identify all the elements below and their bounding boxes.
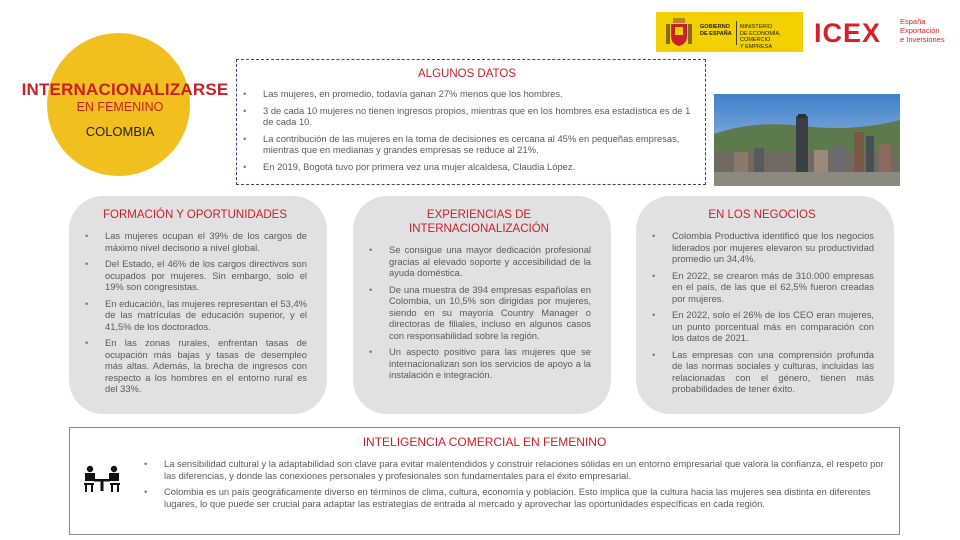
algunos-datos-list: [241, 88, 693, 172]
algunos-datos-title: ALGUNOS DATOS: [418, 68, 516, 80]
list-item: • En las zonas rurales, enfrentan tasas de ocupación más bajas y tasas de desempleo más altas. Además, la brecha de ingresos con respecto a los hombres en el entorno rural es del 33%.: [83, 337, 307, 395]
list-item: • En 2022, se crearon más de 310.000 empresas en el país, de las que el 62,5% fueron creadas por mujeres.: [650, 270, 874, 305]
list-item: • Un aspecto positivo para las mujeres que se internacionalizan son los servicios de apoyo a la instalación e integración.: [367, 346, 591, 381]
card-list: [367, 244, 591, 381]
list-item: • Las mujeres, en promedio, todavía ganan 27% menos que los hombres.: [241, 88, 693, 100]
inteligencia-box: [69, 427, 900, 535]
list-item: • Del Estado, el 46% de los cargos directivos son ocupados por mujeres. Sin embargo, solo el 19% son congresistas.: [83, 258, 307, 293]
gobierno-logo: [656, 12, 803, 52]
experiencias-card: [353, 196, 611, 414]
coat-of-arms-icon: [664, 16, 694, 48]
bogota-skyline-photo: [714, 94, 900, 186]
page-title: INTERNACIONALIZARSE: [21, 80, 229, 99]
icex-tagline: España Exportación e Inversiones: [900, 17, 945, 44]
meeting-table-icon: [82, 464, 122, 494]
list-item: • Colombia Productiva identificó que los negocios liderados por mujeres elevaron su productividad promedio un 34,4%.: [650, 230, 874, 265]
list-item: • En 2019, Bogotá tuvo por primera vez una mujer alcaldesa, Claudia López.: [241, 161, 693, 173]
negocios-card: [636, 196, 894, 414]
ministerio-text: MINISTERIO DE ECONOMÍA, COMERCIO Y EMPRESA: [740, 24, 781, 50]
list-item: • En 2022, solo el 26% de los CEO eran mujeres, un punto porcentual más en comparación con los datos de 2021.: [650, 309, 874, 344]
inteligencia-list: [142, 458, 892, 514]
list-item: • La contribución de las mujeres en la toma de decisiones es cercana al 45% en pequeñas empresas, mientras que en medianas y grandes empresas se reduce al 21%.: [241, 133, 693, 156]
list-item: • Se consigue una mayor dedicación profesional gracias al elevado soporte y accesibilidad de la ayuda doméstica.: [367, 244, 591, 279]
page-subtitle: EN FEMENINO: [76, 100, 164, 114]
formacion-card: [69, 196, 327, 414]
list-item: • Colombia es un país geográficamente diverso en términos de clima, cultura, economía y población. Esto implica que la cultura hacia las mujeres sea distinta en diferentes lugares, lo que puede ser crucial para adaptar las estrategias de entrada al mercado y aprovechar las oportunidades específicas en cada región.: [142, 486, 892, 509]
card-list: [650, 230, 874, 395]
card-title: FORMACIÓN Y OPORTUNIDADES: [102, 209, 288, 221]
list-item: • De una muestra de 394 empresas españolas en Colombia, un 10,5% son dirigidas por mujeres, siendo en su mayoría Country Manager o directoras de filiales, incluso en algunos casos con responsabilidad sobre la región.: [367, 284, 591, 342]
gobierno-text: GOBIERNO DE ESPAÑA: [700, 24, 732, 37]
card-title: EN LOS NEGOCIOS: [708, 209, 816, 221]
list-item: • 3 de cada 10 mujeres no tienen ingresos propios, mientras que en los hombres esa estadística es de 1 de cada 10.: [241, 105, 693, 128]
country-label: COLOMBIA: [85, 124, 155, 139]
inteligencia-title: INTELIGENCIA COMERCIAL EN FEMENINO: [362, 435, 607, 449]
list-item: • Las mujeres ocupan el 39% de los cargos de máximo nivel decisorio a nivel global.: [83, 230, 307, 253]
algunos-datos-box: [236, 59, 706, 185]
icex-logo: ICEX: [814, 18, 882, 48]
list-item: • Las empresas con una comprensión profunda de las normas sociales y culturas, incluidas las relacionadas con el género, tienen más probabilidades de tener éxito.: [650, 349, 874, 395]
card-title: EXPERIENCIAS DE INTERNACIONALIZACIÓN: [409, 209, 549, 235]
card-list: [83, 230, 307, 395]
list-item: • La sensibilidad cultural y la adaptabilidad son clave para evitar malentendidos y construir relaciones sólidas en un entorno empresarial que valora la confianza, el respeto por las diferencias, y donde las conexiones personales y profesionales son fundamentales para el éxito empresarial.: [142, 458, 892, 481]
list-item: • En educación, las mujeres representan el 53,4% de las matrículas de educación superior, y el 41,5% de los doctorados.: [83, 298, 307, 333]
